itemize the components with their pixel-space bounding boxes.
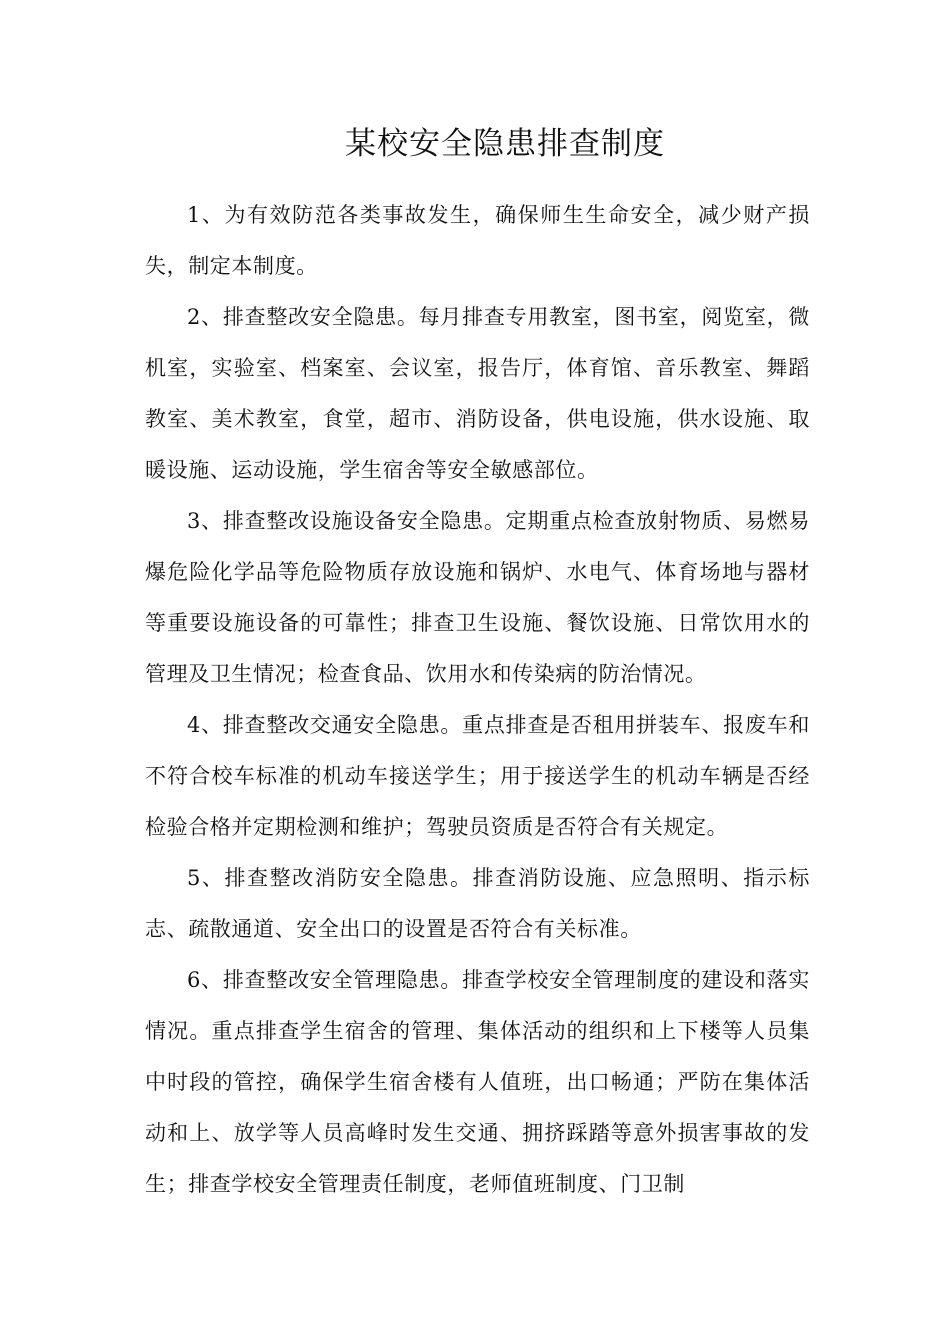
paragraph-2: 2、排查整改安全隐患。每月排查专用教室，图书室，阅览室，微机室，实验室、档案室、会议室，报告厅，体育馆、音乐教室、舞蹈教室、美术教室，食堂，超市、消防设备，供电设施，供水设施、取暖设施、运动设施，学生宿舍等安全敏感部位。 (145, 305, 810, 482)
paragraph-4: 4、排查整改交通安全隐患。重点排查是否租用拼装车、报废车和不符合校车标准的机动车接送学生；用于接送学生的机动车辆是否经检验合格并定期检测和维护；驾驶员资质是否符合有关规定。 (145, 713, 810, 839)
paragraph-3: 3、排查整改设施设备安全隐患。定期重点检查放射物质、易燃易爆危险化学品等危险物质存放设施和锅炉、水电气、体育场地与器材等重要设施设备的可靠性；排查卫生设施、餐饮设施、日常饮用水的管理及卫生情况；检查食品、饮用水和传染病的防治情况。 (145, 509, 810, 686)
paragraph-5: 5、排查整改消防安全隐患。排查消防设施、应急照明、指示标志、疏散通道、安全出口的设置是否符合有关标准。 (145, 866, 810, 941)
paragraph-6: 6、排查整改安全管理隐患。排查学校安全管理制度的建设和落实情况。重点排查学生宿舍的管理、集体活动的组织和上下楼等人员集中时段的管控，确保学生宿舍楼有人值班，出口畅通；严防在集体活动和上、放学等人员高峰时发生交通、拥挤踩踏等意外损害事故的发生；排查学校安全管理责任制度，老师值班制度、门卫制 (145, 968, 810, 1196)
document-title: 某校安全隐患排查制度 (345, 126, 665, 162)
document-body (145, 190, 810, 1210)
paragraph-1: 1、为有效防范各类事故发生，确保师生生命安全，减少财产损失，制定本制度。 (145, 203, 810, 278)
